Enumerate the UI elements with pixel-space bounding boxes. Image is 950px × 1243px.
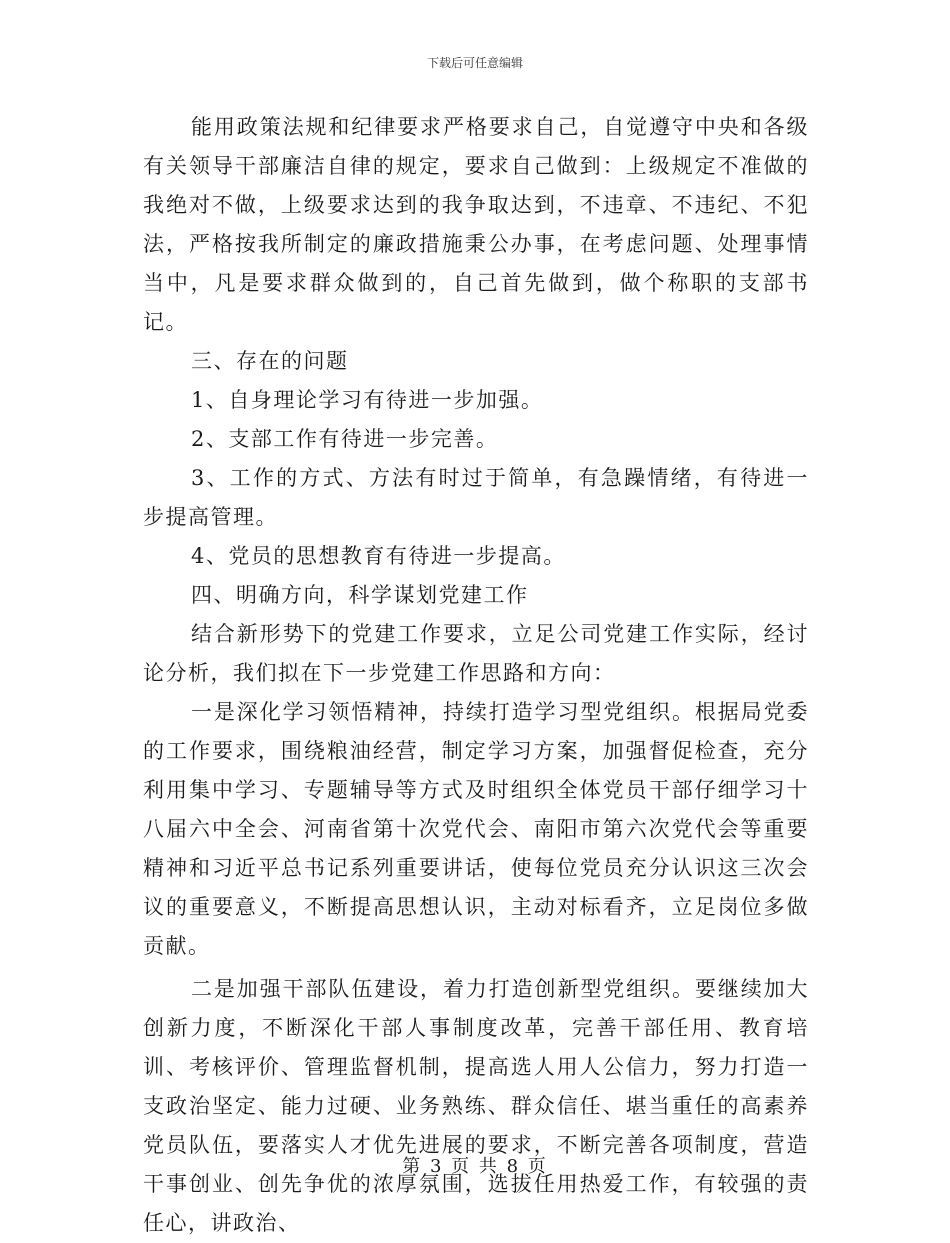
- paragraph-intro: 结合新形势下的党建工作要求，立足公司党建工作实际，经讨论分析，我们拟在下一步党建工作思路和方向：: [143, 622, 809, 685]
- paragraph-discipline: 能用政策法规和纪律要求严格要求自己，自觉遵守中央和各级有关领导干部廉洁自律的规定，要求自己做到：上级规定不准做的我绝对不做，上级要求达到的我争取达到，不违章、不违纪、不犯法，严格按我所制定的廉政措施秉公办事，在考虑问题、处理事情当中，凡是要求群众做到的，自己首先做到，做个称职的支部书记。: [143, 115, 809, 334]
- page-footer: 第 3 页 共 8 页: [402, 1156, 548, 1177]
- page-header: 下载后可任意编辑: [426, 56, 523, 70]
- heading-direction: 四、明确方向，科学谋划党建工作: [191, 583, 529, 607]
- list-item-problem-4: 4、党员的思想教育有待进一步提高。: [191, 544, 566, 568]
- list-item-problem-3: 3、工作的方式、方法有时过于简单，有急躁情绪，有待进一步提高管理。: [143, 466, 809, 529]
- paragraph-cadre: 二是加强干部队伍建设，着力打造创新型党组织。要继续加大创新力度，不断深化干部人事制度改革，完善干部任用、教育培训、考核评价、管理监督机制，提高选人用人公信力，努力打造一支政治坚定、能力过硬、业务熟练、群众信任、堪当重任的高素养党员队伍，要落实人才优先进展的要求，不断完善各项制度，营造干事创业、创先争优的浓厚氛围，选拔任用热爱工作，有较强的责任心，讲政治、: [143, 977, 809, 1235]
- list-item-problem-2: 2、支部工作有待进一步完善。: [191, 427, 499, 451]
- paragraph-study: 一是深化学习领悟精神，持续打造学习型党组织。根据局党委的工作要求，围绕粮油经营，制定学习方案，加强督促检查，充分利用集中学习、专题辅导等方式及时组织全体党员干部仔细学习十八届六中全会、河南省第十次党代会、南阳市第六次党代会等重要精神和习近平总书记系列重要讲话，使每位党员充分认识这三次会议的重要意义，不断提高思想认识，主动对标看齐，立足岗位多做贡献。: [143, 700, 809, 958]
- list-item-problem-1: 1、自身理论学习有待进一步加强。: [191, 388, 544, 412]
- heading-problems: 三、存在的问题: [191, 349, 349, 373]
- document-body: [143, 108, 809, 1243]
